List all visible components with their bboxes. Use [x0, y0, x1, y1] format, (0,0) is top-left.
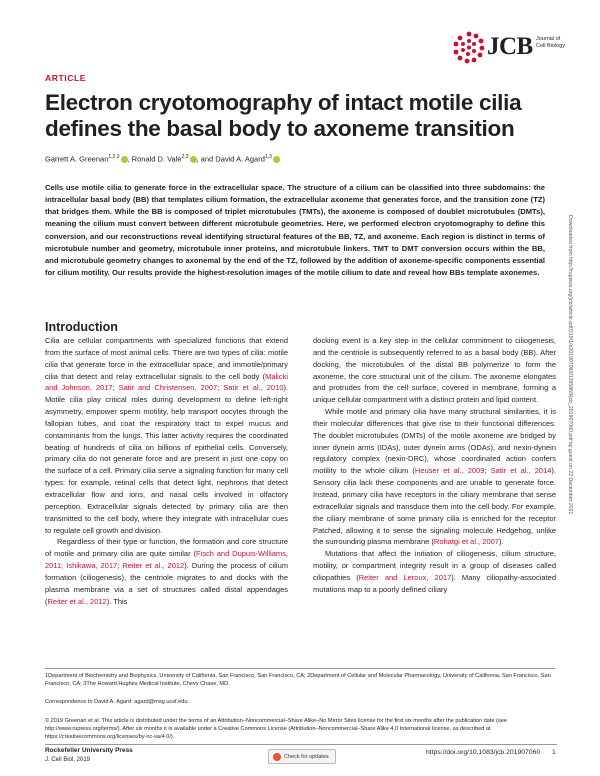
citation-link[interactable]: Satir et al., 2014 — [490, 466, 552, 476]
body-paragraph — [45, 536, 288, 607]
paragraph-text: ). Many ciliopathy-associated mutations map to a poorly defined ciliary — [313, 572, 556, 594]
paragraph-text: While motile and primary cilia have many structural similarities, it is their molecular differences that give rise to their functional differences. The doublet microtubules (DMTs) of the motile axoneme are bridged by inner dynein arms (IDAs), outer dynein arms (ODAs), and nexin-dynein regulatory complex (nexin-DRC), whose coordinated action confers motility to the whole cilium ( — [313, 407, 556, 476]
orcid-icon[interactable] — [190, 156, 197, 163]
paragraph-text: ). Sensory cilia lack these components and are unable to generate force. Instead, primary cilia have receptors in the ciliary membrane that sense extracellular signals and transduce them into the cell body. For example, the ciliary membrane of some primary cilia is enriched for the receptor Patched, allowing it to sense the signaling molecule Hedgehog, unlike the surrounding plasma membrane ( — [313, 466, 556, 547]
paragraph-text: Regardless of their type or function, the formation and core structure of motile and primary cilia are quite similar ( — [45, 537, 288, 559]
check-for-updates-label: Check for updates — [284, 753, 329, 760]
paragraph-text: ). — [498, 537, 504, 547]
jcb-subtitle: Journal of Cell Biology — [536, 36, 566, 49]
correspondence-footnote: Correspondence to David A. Agard: agard@msg.ucsf.edu. — [45, 699, 190, 705]
paragraph-text: Mutations that affect the initiation of ciliogenesis, cilium structure, motility, or compartment integrity result in a group of diseases called ciliopathies ( — [313, 549, 556, 582]
citation-link[interactable]: Satir et al., 2010 — [223, 383, 284, 393]
author-affiliation: 2,3 — [181, 154, 189, 160]
jcb-logo — [452, 30, 566, 66]
paragraph-text: ; — [484, 466, 491, 476]
abstract: Cells use motile cilia to generate force in the extracellular space. The structure of a cilium can be classified into three subdomains: the intracellular basal body (BB) that templates cilium formation, the extracellular axoneme that generates force, and the transition zone (TZ) that bridges them. While the BB is composed of triplet microtubules (TMTs), the axoneme is composed of doublet microtubules (DMTs), meaning the cilium must convert between different microtubule geometries. Here, we performed electron cryotomography to define this conversion, and our reconstructions reveal identifying structural features of the BB, TZ, and axoneme. Each region is distinct in terms of microtubule number and geometry, microtubule inner proteins, and microtubule linkers. TMT to DMT conversion occurs within the BB, and microtubule geometry changes to axonemal by the end of the TZ, followed by the addition of axoneme-specific components essential for cilium motility. Our results provide the highest-resolution images of the motile cilium to date and reveal how BBs template axonemes. — [45, 183, 545, 278]
citation-link[interactable]: Satir and Christensen, 2007 — [118, 383, 218, 393]
paragraph-text: ; — [117, 561, 123, 571]
check-for-updates-button[interactable] — [268, 749, 336, 764]
orcid-icon[interactable] — [273, 156, 280, 163]
body-column-right — [313, 335, 556, 596]
article-type-label: ARTICLE — [45, 73, 87, 83]
footnote-divider — [45, 668, 555, 669]
citation-link[interactable]: Reiter et al., 2012 — [47, 596, 107, 606]
body-column-left — [45, 335, 288, 607]
author-affiliation: 1,3 — [264, 154, 272, 160]
jcb-logo-mark-icon — [452, 30, 486, 64]
citation-link[interactable]: Reiter and Leroux, 2017 — [358, 572, 452, 582]
paragraph-text: Cilia are cellular compartments with specialized functions that extend from the surface of most animal cells. There are two types of cilia: motile cilia that generate force in the extracellular space, and immotile/primary cilia that detect and relay extracellular signals to the cell body ( — [45, 336, 288, 381]
body-paragraph — [313, 335, 556, 406]
doi-link[interactable]: https://doi.org/10.1083/jcb.201907060 — [426, 749, 541, 756]
citation-link[interactable]: Ishikawa, 2017 — [66, 561, 118, 571]
journal-reference: J. Cell Biol. 2019 — [45, 757, 91, 763]
citation-link[interactable]: Fisch and Dupuis-Williams, 2011 — [45, 549, 288, 571]
author-name[interactable]: Garrett A. Greenan — [45, 154, 109, 164]
paragraph-text: ; — [217, 383, 224, 393]
article-title: Electron cryotomography of intact motile cilia defines the basal body to axoneme transition — [45, 90, 522, 141]
orcid-icon[interactable] — [121, 156, 128, 163]
citation-link[interactable]: Reiter et al., 2012 — [122, 561, 185, 571]
author-list: Garrett A. Greenan$^{1,2,3}$ , Ronald D. Vale$^{2,3}$ , and David A. Agard$^{1,3}$ — [45, 154, 280, 164]
paragraph-text: ). Motile cilia play critical roles during development to define left-right asymmetry, empower sperm motility, help transport oocytes through the fallopian tubes, and coat the respiratory tract to expel mucus and contaminants from the lungs. This latter activity requires the coordinated beating of hundreds of cilia on billions of epithelial cells. Conversely, primary cilia do not generate force and are present in just one copy on the surface of a cell. Primary cilia serve a signaling function for many cell types: for example, retinal cells that detect light, nephrons that detect extracellular flow and ions, and nasal cells involved in olfactory perception. Extracellular signals detected by primary cilia are then transmitted to the cell body, where they integrate with intracellular cues to regulate cell growth and division. — [45, 383, 289, 535]
body-paragraph — [313, 406, 556, 548]
paragraph-text: ). This — [106, 596, 128, 606]
body-paragraph — [45, 335, 288, 536]
paragraph-text: ; — [61, 561, 67, 571]
author-name[interactable]: Ronald D. Vale — [131, 154, 182, 164]
author-name[interactable]: David A. Agard — [215, 154, 265, 164]
footer-divider — [45, 744, 557, 745]
citation-link[interactable]: Rohatgi et al., 2007 — [433, 537, 499, 547]
check-updates-icon — [273, 753, 281, 761]
jcb-wordmark: JCB — [487, 33, 533, 60]
download-watermark: Downloaded from http://rupress.org/jcb/article-pdf/219/1/e201907060/1395869/jcb_201907060.pdf by guest on 22 December 2021 — [567, 215, 573, 515]
citation-link[interactable]: Malicki and Johnson, 2017 — [45, 371, 288, 393]
paragraph-text: ). During the process of cilium formation (ciliogenesis), the centriole migrates to and docks with the plasma membrane via a set of structures called distal appendages ( — [45, 561, 289, 606]
author-affiliation: 1,2,3 — [108, 154, 120, 160]
affiliations-footnote: 1Department of Biochemistry and Biophysics, University of California, San Francisco, San Francisco, CA; 2Department of Cellular and Molecular Pharmacology, University of California, San Francisco, San Francisco, CA; 3The Howard Hughes Medical Institute, Chevy Chase, MD. — [45, 673, 551, 688]
section-heading-introduction: Introduction — [45, 320, 118, 334]
license-footnote: © 2019 Greenan et al. This article is distributed under the terms of an Attribution–Noncommercial–Share Alike–No Mirror Sites license for the first six months after the publication date (see http://www.rupress.org/terms/). After six months it is available under a Creative Commons License (Attribution–Noncommercial–Share Alike 4.0 International license, as described at https://creativecommons.org/licenses/by-nc-sa/4.0/). — [45, 718, 507, 741]
body-paragraph — [313, 548, 556, 595]
page-number: 1 — [552, 749, 556, 756]
publisher-name: Rockefeller University Press — [45, 747, 133, 754]
citation-link[interactable]: Heuser et al., 2009 — [414, 466, 485, 476]
paragraph-text: docking event is a key step in the cellular commitment to ciliogenesis, and the centriole is subsequently referred to as a basal body (BB). After docking, the microtubules of the distal BB polymerize to form the axoneme, the core structural unit of the cilium. The axoneme elongates and protrudes from the cell surface, covered in membrane, forming a unique cellular compartment with a distinct protein and lipid content. — [313, 336, 556, 405]
paragraph-text: ; — [112, 383, 119, 393]
